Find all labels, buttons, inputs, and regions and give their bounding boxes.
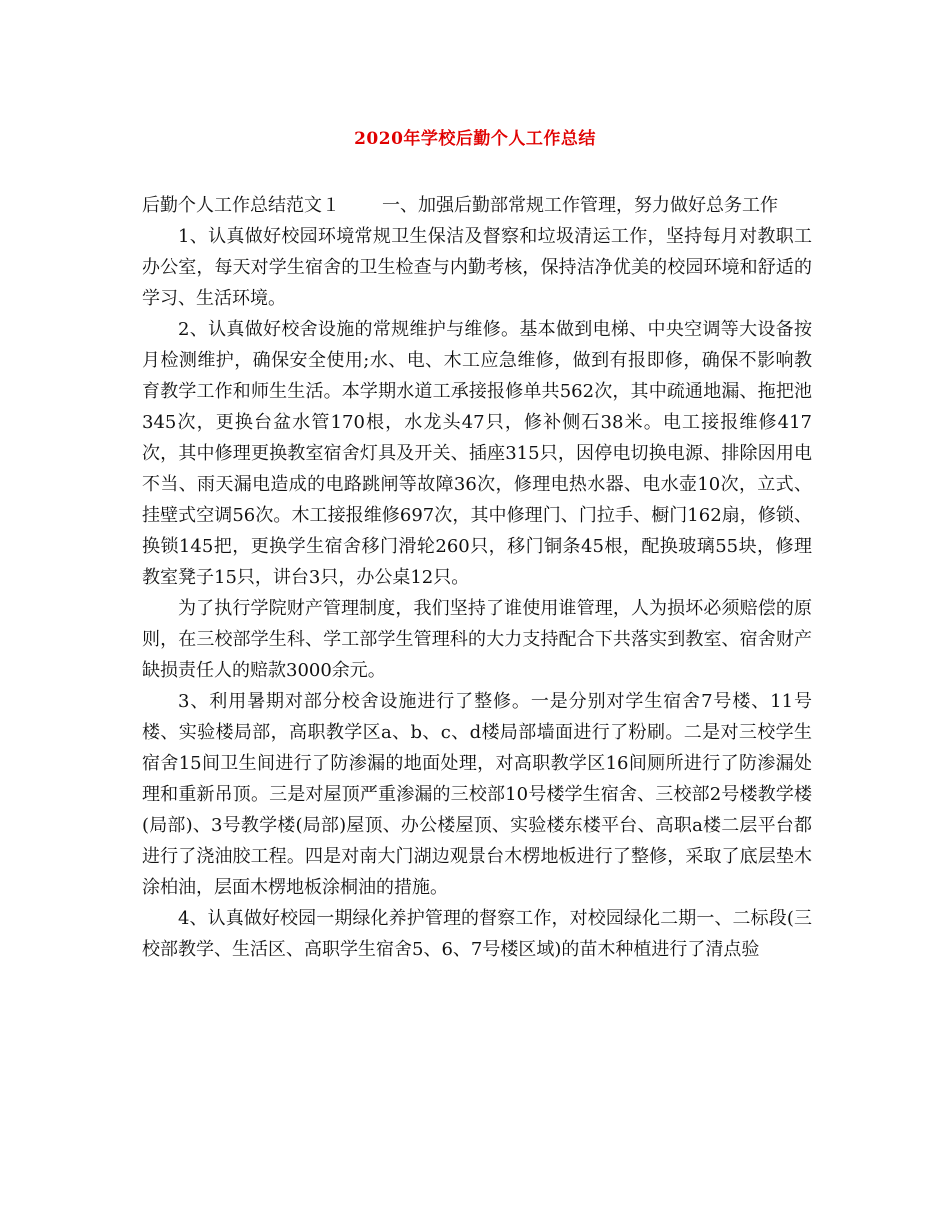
document-body <box>142 190 812 965</box>
paragraph-item-2: 2、认真做好校舍设施的常规维护与维修。基本做到电梯、中央空调等大设备按月检测维护，确保安全使用;水、电、木工应急维修，做到有报即修，确保不影响教育教学工作和师生生活。本学期水道工承接报修单共562次，其中疏通地漏、拖把池345次，更换台盆水管170根，水龙头47只，修补侧石38米。电工接报维修417次，其中修理更换教室宿舍灯具及开关、插座315只，因停电切换电源、排除因用电不当、雨天漏电造成的电路跳闸等故障36次，修理电热水器、电水壶10次，立式、挂壁式空调56次。木工接报维修697次，其中修理门、门拉手、橱门162扇，修锁、换锁145把，更换学生宿舍移门滑轮260只，移门铜条45根，配换玻璃55块，修理教室凳子15只，讲台3只，办公桌12只。 <box>142 319 812 588</box>
paragraph-item-3: 为了执行学院财产管理制度，我们坚持了谁使用谁管理，人为损坏必须赔偿的原则，在三校部学生科、学工部学生管理科的大力支持配合下共落实到教室、宿舍财产缺损责任人的赔款3000余元。 <box>142 598 812 681</box>
intro-heading: 后勤个人工作总结范文１ <box>142 195 340 216</box>
document-title: 2020年学校后勤个人工作总结 <box>354 129 596 149</box>
paragraph-item-5: 4、认真做好校园一期绿化养护管理的督察工作，对校园绿化二期一、二标段(三校部教学、生活区、高职学生宿舍5、6、7号楼区域)的苗木种植进行了清点验 <box>142 908 812 960</box>
paragraph-item-4: 3、利用暑期对部分校舍设施进行了整修。一是分别对学生宿舍7号楼、11号楼、实验楼局部，高职教学区a、b、c、d楼局部墙面进行了粉刷。二是对三校学生宿舍15间卫生间进行了防渗漏的地面处理，对高职教学区16间厕所进行了防渗漏处理和重新吊顶。三是对屋顶严重渗漏的三校部10号楼学生宿舍、三校部2号楼教学楼(局部)、3号教学楼(局部)屋顶、办公楼屋顶、实验楼东楼平台、高职a楼二层平台都进行了浇油胶工程。四是对南大门湖边观景台木楞地板进行了整修，采取了底层垫木涂柏油，层面木楞地板涂桐油的措施。 <box>142 691 812 898</box>
paragraph-item-1: 1、认真做好校园环境常规卫生保洁及督察和垃圾清运工作，坚持每月对教职工办公室，每天对学生宿舍的卫生检查与内勤考核，保持洁净优美的校园环境和舒适的学习、生活环境。 <box>142 226 812 309</box>
intro-line <box>142 190 812 221</box>
section-heading: 一、加强后勤部常规工作管理，努力做好总务工作 <box>382 195 778 216</box>
